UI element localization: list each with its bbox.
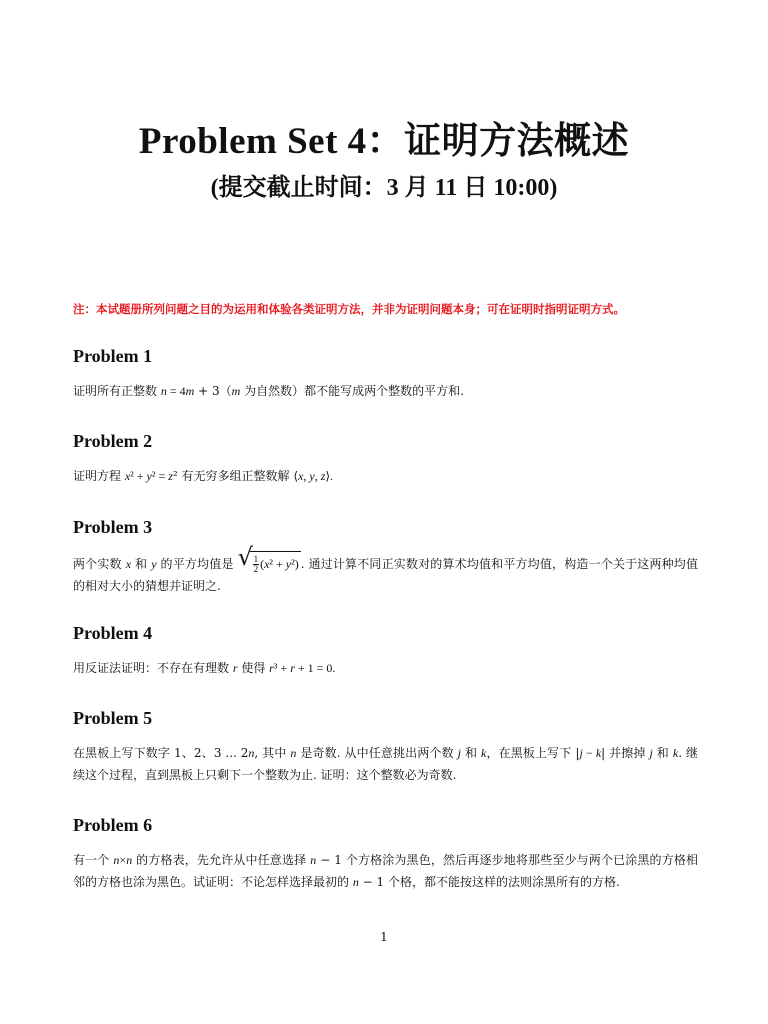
- problem-heading: Problem 2: [73, 431, 153, 451]
- fraction-numerator: 1: [253, 554, 259, 564]
- page-title: Problem Set 4：证明方法概述: [138, 121, 630, 162]
- math-var: j: [457, 746, 462, 760]
- text-run: 的方格表，先允许从中任意选择: [132, 853, 311, 867]
- math-run: ³ +: [273, 661, 291, 675]
- math-var: k: [595, 746, 602, 760]
- problem-5: [73, 706, 698, 786]
- radicand: [250, 551, 301, 575]
- problem-heading: Problem 6: [73, 815, 153, 835]
- problem-2: [73, 429, 698, 487]
- math-run: ² =: [151, 469, 169, 483]
- text-run: 使得: [237, 661, 270, 675]
- math-var: y: [309, 469, 315, 483]
- math-var: m: [185, 384, 195, 398]
- math-run: ² +: [130, 469, 147, 483]
- problem-heading: Problem 4: [73, 623, 153, 643]
- radical-sign: √: [237, 543, 253, 571]
- math-run: (: [260, 557, 265, 571]
- problem-6: [73, 813, 698, 893]
- text-run: − 1 个格，都不能按这样的法则涂黑所有的方格.: [358, 875, 620, 889]
- math-run: −: [582, 746, 596, 760]
- problem-text: [73, 657, 698, 679]
- text-run: 的平方均值是: [156, 557, 238, 571]
- problem-text: [73, 742, 698, 786]
- math-var: m: [231, 384, 241, 398]
- square-root-expression: [237, 543, 301, 575]
- math-var: n: [113, 853, 120, 867]
- math-var: x: [125, 557, 132, 571]
- math-var: n: [352, 875, 359, 889]
- text-run: , 其中: [254, 746, 291, 760]
- text-run: − 1 个方格涂为黑色，然后再逐步地将那些至少与两个已涂黑的方格相邻的方格也涂为黑色。试证明：不论怎样选择最初的: [73, 853, 698, 889]
- math-run: = 4: [166, 384, 186, 398]
- problem-heading: Problem 5: [73, 708, 153, 728]
- math-var: n: [310, 853, 317, 867]
- instruction-note: 注：本试题册所列问题之目的为运用和体验各类证明方法，并非为证明问题本身；可在证明时指明证明方式。: [73, 302, 625, 316]
- math-run: ² +: [269, 557, 286, 571]
- math-var: r: [232, 661, 238, 675]
- math-var: k: [481, 746, 487, 760]
- text-run: ，在黑板上写下 |: [486, 746, 580, 760]
- text-run: . 通过计算不同正实数对的算术均值和平方均值，构造一个关于这两种均值的相对大小的猜想并证明之.: [73, 557, 698, 593]
- problem-text: [73, 465, 698, 487]
- text-run: 证明方程: [73, 469, 125, 483]
- math-run: ×: [119, 853, 127, 867]
- text-run: 和: [131, 557, 152, 571]
- math-var: y: [285, 557, 292, 571]
- problem-text: [73, 543, 698, 597]
- math-var: y: [146, 469, 152, 483]
- page-number: 1: [380, 930, 388, 944]
- math-var: r: [290, 661, 295, 675]
- text-run: . 继续这个过程，直到黑板上只剩下一个整数为止. 证明：这个整数必为奇数.: [73, 746, 698, 782]
- math-var: x: [264, 557, 270, 571]
- math-var: r: [269, 661, 274, 675]
- text-run: 证明所有正整数: [73, 384, 161, 398]
- problem-3: [73, 515, 698, 597]
- math-var: x: [298, 469, 304, 483]
- problem-text: [73, 380, 698, 402]
- text-run: 是奇数. 从中任意挑出两个数: [296, 746, 458, 760]
- math-var: n: [160, 384, 167, 398]
- math-run: ⟩.: [325, 469, 334, 483]
- math-run: ,: [303, 469, 310, 483]
- text-run: 和: [461, 746, 482, 760]
- deadline-subtitle: (提交截止时间：3 月 11 日 10:00): [210, 175, 558, 201]
- problem-heading: Problem 3: [73, 517, 153, 537]
- text-run: + 3（: [194, 384, 232, 398]
- text-run: 有一个: [73, 853, 114, 867]
- math-var: k: [672, 746, 679, 760]
- text-run: 用反证法证明：不存在有理数: [73, 661, 233, 675]
- problem-heading: Problem 1: [73, 346, 153, 366]
- math-var: n: [126, 853, 133, 867]
- text-run: 和: [652, 746, 673, 760]
- text-run: 在黑板上写下数字 1、2、3 ... 2: [73, 746, 249, 760]
- math-var: n: [248, 746, 255, 760]
- text-run: 两个实数: [73, 557, 126, 571]
- math-var: y: [151, 557, 157, 571]
- text-run: 为自然数）都不能写成两个整数的平方和.: [240, 384, 464, 398]
- problem-4: [73, 621, 698, 679]
- math-run: + 1 = 0.: [294, 661, 336, 675]
- math-var: j: [649, 746, 653, 760]
- math-run: ,: [314, 469, 321, 483]
- math-var: z: [320, 469, 326, 483]
- problem-1: [73, 344, 698, 402]
- math-var: x: [124, 469, 131, 483]
- fraction-denominator: 2: [253, 564, 259, 574]
- math-var: j: [579, 746, 583, 760]
- fraction-one-half: [253, 555, 260, 574]
- text-run: | 并擦掉: [601, 746, 650, 760]
- math-run: ²): [291, 557, 299, 571]
- math-var: z: [168, 469, 173, 483]
- math-var: n: [290, 746, 297, 760]
- problem-text: [73, 849, 698, 893]
- text-run: ² 有无穷多组正整数解 ⟨: [172, 469, 299, 483]
